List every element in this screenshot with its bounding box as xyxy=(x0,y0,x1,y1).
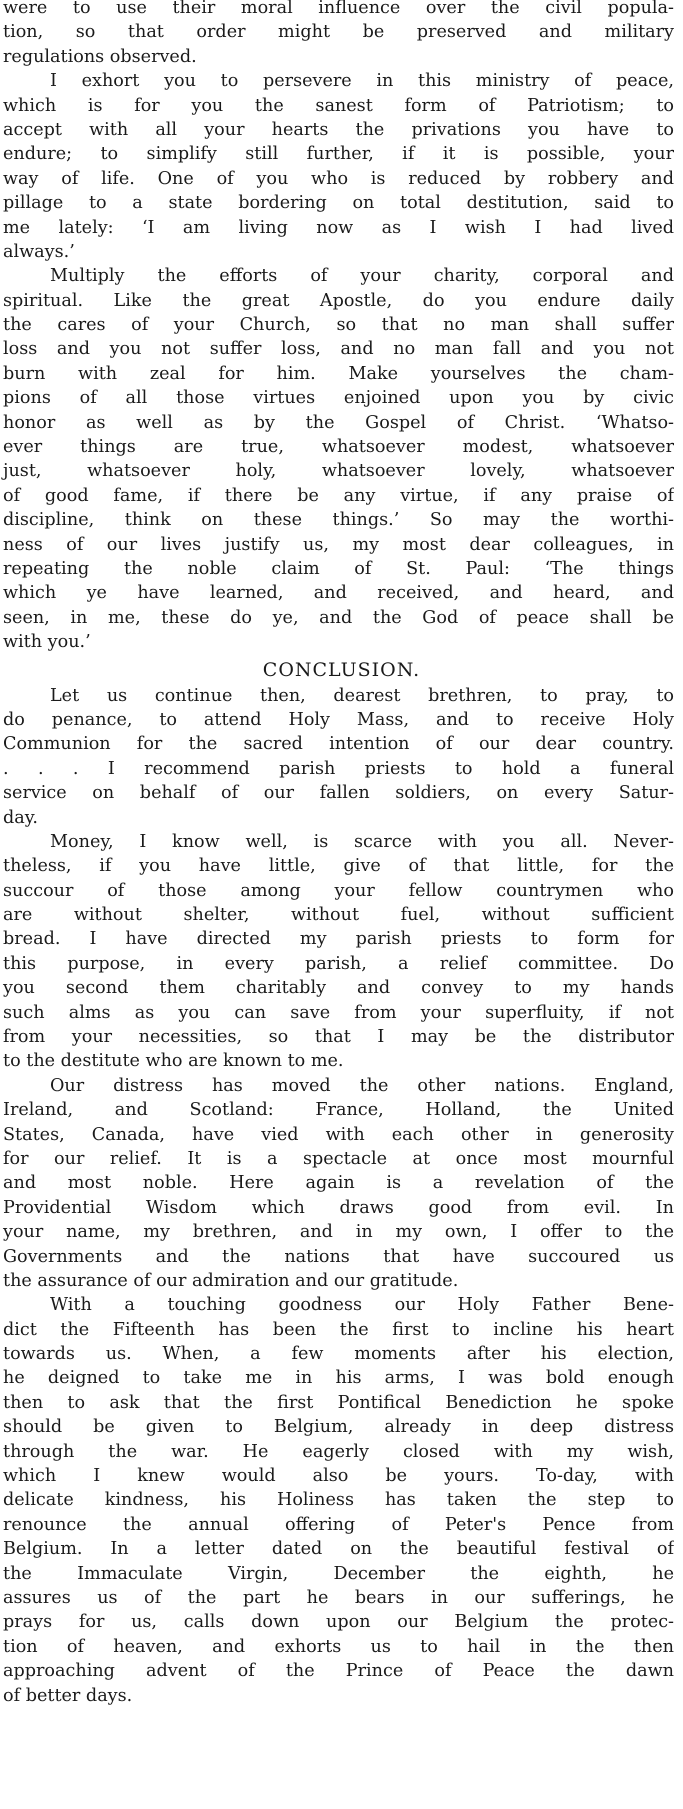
paragraph xyxy=(0,1074,683,1294)
text-line: succour of those among your fellow countrymen who xyxy=(3,880,674,901)
text-line: ever things are true, whatsoever modest, whatsoever xyxy=(3,437,674,458)
text-line: always.’ xyxy=(3,241,75,262)
text-line: the assurance of our admiration and our gratitude. xyxy=(3,1270,459,1291)
paragraph xyxy=(0,830,683,1074)
text-line: dict the Fifteenth has been the first to incline his heart xyxy=(3,1319,674,1340)
text-line: which I knew would also be yours. To-day, with xyxy=(3,1466,674,1487)
text-line: With a touching goodness our Holy Father Bene- xyxy=(50,1295,674,1316)
text-line: Belgium. In a letter dated on the beautiful festival of xyxy=(3,1539,674,1560)
text-line: your name, my brethren, and in my own, I offer to the xyxy=(3,1222,674,1243)
text-line: loss and you not suffer loss, and no man fall and you not xyxy=(3,339,674,360)
text-line: Ireland, and Scotland: France, Holland, the United xyxy=(3,1100,674,1121)
text-line: Communion for the sacred intention of our dear country. xyxy=(3,734,674,755)
text-line: day. xyxy=(3,807,38,828)
text-line: you second them charitably and convey to my hands xyxy=(3,978,674,999)
text-line: assures us of the part he bears in our sufferings, he xyxy=(3,1588,674,1608)
text-line: burn with zeal for him. Make yourselves the cham- xyxy=(3,363,674,384)
text-line: Let us continue then, dearest brethren, to pray, to xyxy=(50,685,674,706)
text-line: repeating the noble claim of St. Paul: ‘The things xyxy=(3,558,674,579)
body-text-after-heading xyxy=(0,684,683,1708)
paragraph xyxy=(0,1293,683,1708)
text-line: this purpose, in every parish, a relief committee. Do xyxy=(3,953,674,974)
text-line: service on behalf of our fallen soldiers, on every Satur- xyxy=(3,783,674,804)
text-line: Multiply the efforts of your charity, corporal and xyxy=(50,266,674,287)
text-line: from your necessities, so that I may be the distributor xyxy=(3,1027,674,1048)
text-line: for our relief. It is a spectacle at once most mournful xyxy=(3,1148,674,1169)
text-line: pions of all those virtues enjoined upon you by civic xyxy=(3,388,674,409)
text-line: the Immaculate Virgin, December the eighth, he xyxy=(3,1563,674,1584)
text-line: tion of heaven, and exhorts us to hail in the then xyxy=(3,1636,674,1657)
text-line: ness of our lives justify us, my most dear colleagues, in xyxy=(3,534,674,555)
text-line: which ye have learned, and received, and heard, and xyxy=(3,583,674,604)
text-line: accept with all your hearts the privations you have to xyxy=(3,119,674,140)
text-line: just, whatsoever holy, whatsoever lovely, whatsoever xyxy=(3,461,674,482)
text-line: regulations observed. xyxy=(3,46,197,67)
text-line: delicate kindness, his Holiness has taken the step to xyxy=(3,1490,674,1511)
text-line: bread. I have directed my parish priests to form for xyxy=(3,929,674,950)
text-line: through the war. He eagerly closed with my wish, xyxy=(3,1441,674,1462)
text-line: of good fame, if there be any virtue, if any praise of xyxy=(3,485,674,506)
text-line: towards us. When, a few moments after his election, xyxy=(3,1344,674,1365)
text-line: I exhort you to persevere in this ministry of peace, xyxy=(50,71,674,92)
text-line: were to use their moral influence over the civil popula- xyxy=(3,0,674,18)
text-line: to the destitute who are known to me. xyxy=(3,1051,344,1072)
paragraph xyxy=(0,684,683,830)
text-line: of better days. xyxy=(3,1685,133,1706)
text-line: renounce the annual offering of Peter's Pence from xyxy=(3,1514,674,1535)
text-line: Our distress has moved the other nations. England, xyxy=(50,1075,674,1096)
text-line: and most noble. Here again is a revelation of the xyxy=(3,1173,674,1194)
body-text-before-heading xyxy=(0,0,683,655)
section-heading: CONCLUSION. xyxy=(262,658,421,681)
text-line: Money, I know well, is scarce with you all. Never- xyxy=(50,831,674,852)
text-line: Governments and the nations that have succoured us xyxy=(3,1246,674,1267)
text-line: are without shelter, without fuel, without sufficient xyxy=(3,905,674,926)
text-line: then to ask that the first Pontifical Benediction he spoke xyxy=(3,1392,674,1413)
text-line: honor as well as by the Gospel of Christ. ‘Whatso- xyxy=(3,412,674,433)
text-line: Providential Wisdom which draws good from evil. In xyxy=(3,1197,674,1218)
text-line: pillage to a state bordering on total destitution, said to xyxy=(3,193,674,214)
text-line: tion, so that order might be preserved and military xyxy=(3,22,674,43)
text-line: endure; to simplify still further, if it is possible, your xyxy=(3,144,674,165)
text-line: discipline, think on these things.’ So may the worthi- xyxy=(3,510,674,531)
text-line: theless, if you have little, give of that little, for the xyxy=(3,856,674,877)
text-line: approaching advent of the Prince of Peace the dawn xyxy=(3,1661,674,1682)
text-line: seen, in me, these do ye, and the God of peace shall be xyxy=(3,607,674,628)
text-line: spiritual. Like the great Apostle, do you endure daily xyxy=(3,290,674,311)
paragraph xyxy=(0,0,683,69)
text-line: States, Canada, have vied with each other in generosity xyxy=(3,1124,674,1145)
text-line: with you.’ xyxy=(3,632,91,653)
text-line: should be given to Belgium, already in deep distress xyxy=(3,1417,674,1438)
text-line: such alms as you can save from your superfluity, if not xyxy=(3,1002,674,1023)
text-line: which is for you the sanest form of Patriotism; to xyxy=(3,95,674,116)
paragraph xyxy=(0,264,683,654)
text-line: . . . I recommend parish priests to hold a funeral xyxy=(3,758,674,779)
text-line: me lately: ‘I am living now as I wish I had lived xyxy=(3,217,674,238)
paragraph xyxy=(0,69,683,264)
text-line: way of life. One of you who is reduced by robbery and xyxy=(3,168,674,189)
text-line: do penance, to attend Holy Mass, and to receive Holy xyxy=(3,709,674,730)
text-line: the cares of your Church, so that no man shall suffer xyxy=(3,315,674,336)
text-line: prays for us, calls down upon our Belgium the protec- xyxy=(3,1612,674,1633)
text-line: he deigned to take me in his arms, I was bold enough xyxy=(3,1368,674,1389)
